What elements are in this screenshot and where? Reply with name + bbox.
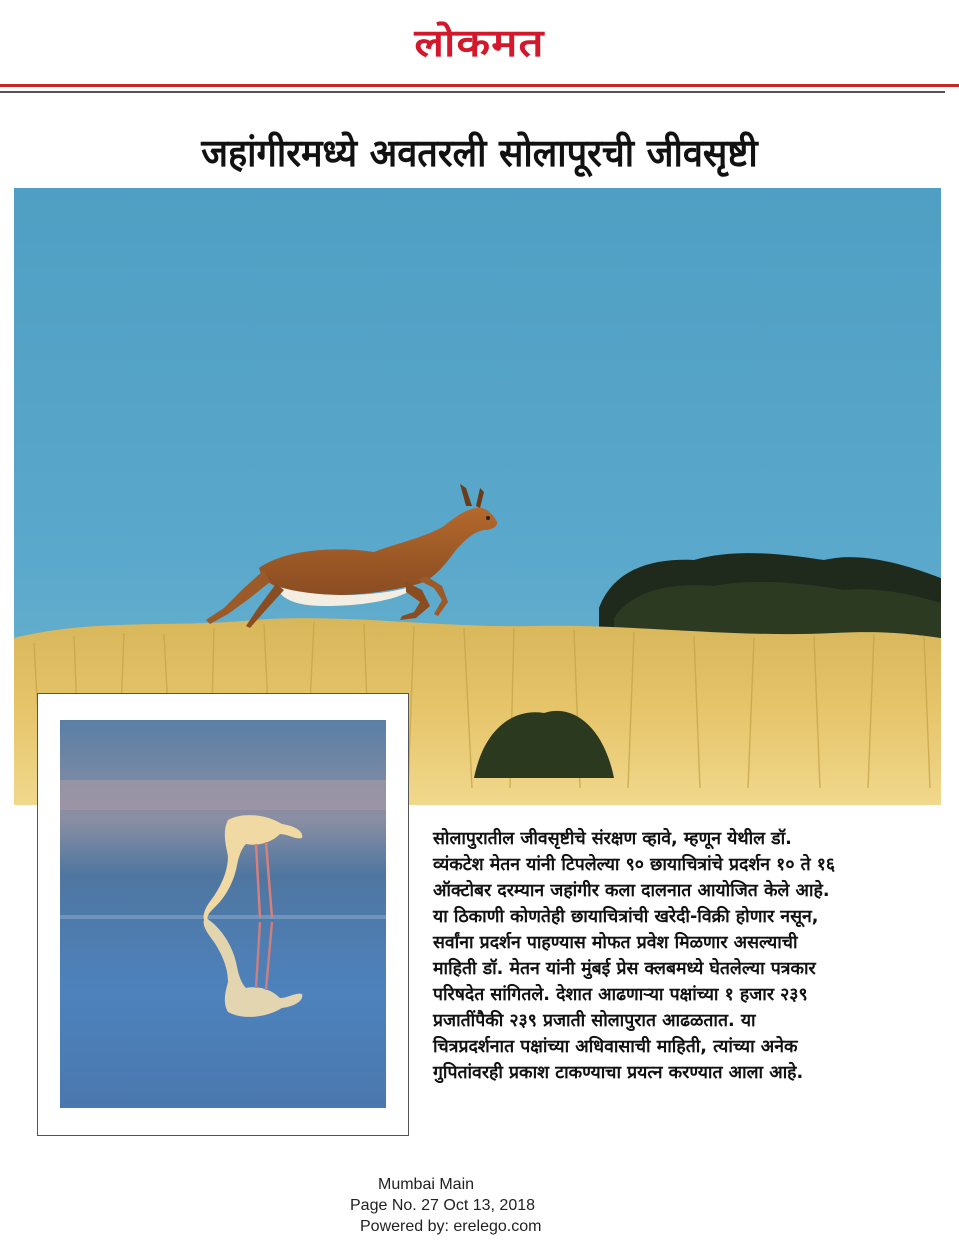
article-line: या ठिकाणी कोणतेही छायाचित्रांची खरेदी-विक्री होणार नसून,: [433, 907, 819, 927]
article-line: सर्वांना प्रदर्शन पाहण्यास मोफत प्रवेश मिळणार असल्याची: [433, 933, 798, 953]
article-line: ऑक्टोबर दरम्यान जहांगीर कला दालनात आयोजित केले आहे.: [433, 881, 830, 901]
newspaper-logo: लोकमत: [414, 21, 545, 65]
article-line: माहिती डॉ. मेतन यांनी मुंबई प्रेस क्लबमध्ये घेतलेल्या पत्रकार: [433, 959, 816, 979]
masthead: [0, 0, 959, 84]
article-line: सोलापुरातील जीवसृष्टीचे संरक्षण व्हावे, म्हणून येथील डॉ.: [433, 829, 792, 849]
article-line: व्यंकटेश मेतन यांनी टिपलेल्या ९० छायाचित्रांचे प्रदर्शन १० ते १६: [433, 855, 836, 875]
article-line: गुपितांवरही प्रकाश टाकण्याचा प्रयत्न करण्यात आला आहे.: [433, 1063, 804, 1083]
page-number-date: Page No. 27 Oct 13, 2018: [350, 1197, 536, 1214]
inset-photo-flamingo: [60, 720, 386, 1108]
article-line: चित्रप्रदर्शनात पक्षांच्या अधिवासाची माहिती, त्यांच्या अनेक: [433, 1037, 798, 1057]
masthead-rule-red: [0, 84, 959, 87]
edition-name: Mumbai Main: [378, 1176, 475, 1193]
masthead-rule-grey: [0, 91, 945, 93]
powered-by-link[interactable]: Powered by: erelego.com: [360, 1218, 542, 1235]
article-line: परिषदेत सांगितले. देशात आढणाऱ्या पक्षांच्या १ हजार २३९: [433, 985, 808, 1005]
article-headline: जहांगीरमध्ये अवतरली सोलापूरची जीवसृष्टी: [201, 131, 758, 175]
page-footer: [330, 1174, 650, 1237]
article-body: [433, 826, 943, 1086]
inset-photo-frame: [37, 693, 409, 1136]
article-line: प्रजातींपैकी २३९ प्रजाती सोलापुरात आढळतात. या: [433, 1011, 756, 1031]
